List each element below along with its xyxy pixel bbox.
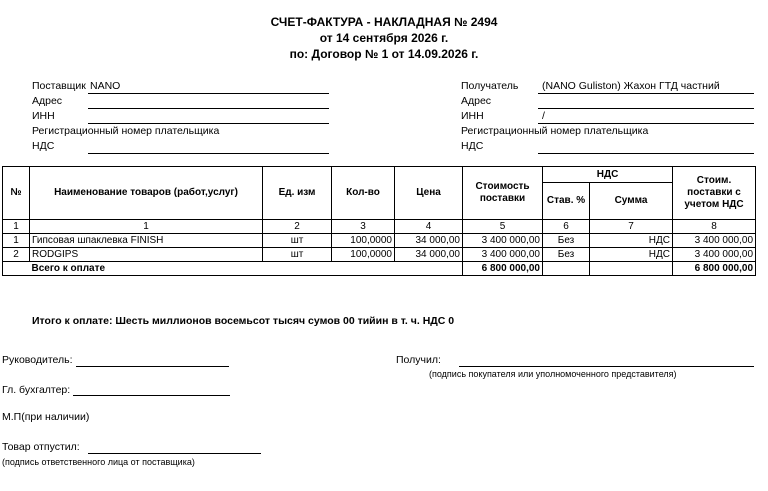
header-name: Наименование товаров (работ,услуг) [30,167,263,220]
invoice-title: СЧЕТ-ФАКТУРА - НАКЛАДНАЯ № 2494 [270,15,498,29]
invoice-contract: по: Договор № 1 от 14.09.2026 г. [289,47,479,61]
recipient-inn-value: / [542,110,545,122]
header-vat: НДС [543,167,673,183]
supplier-label: Поставщик [32,80,86,92]
supplier-address-label: Адрес [32,95,63,107]
amount-in-words: Итого к оплате: Шесть миллионов восемьсот тысяч сумов 00 тийин в т. ч. НДС 0 [32,315,455,327]
row-cost: 3 400 000,00 [463,248,543,262]
row-no: 1 [3,234,30,248]
received-label: Получил: [396,354,441,366]
column-number-row [3,220,756,234]
row-name: Гипсовая шпаклевка FINISH [30,234,263,248]
released-caption: (подпись ответственного лица от поставщика) [2,457,195,467]
invoice-date: от 14 сентября 2026 г. [319,31,449,45]
table-header-row [3,167,756,183]
supplier-underline [88,93,329,94]
received-caption: (подпись покупателя или уполномоченного представителя) [429,369,677,379]
row-vat-rate: Без [543,248,590,262]
row-price: 34 000,00 [395,234,463,248]
stamp-label: М.П(при наличии) [2,411,90,423]
header-vat-rate: Став. % [543,183,590,220]
row-qty: 100,0000 [332,234,395,248]
recipient-label: Получатель [461,80,519,92]
row-total: 3 400 000,00 [673,234,756,248]
supplier-inn-underline [88,123,329,124]
recipient-address-label: Адрес [461,95,492,107]
header-vat-sum: Сумма [590,183,673,220]
recipient-vat-label: НДС [461,140,484,152]
col-number: 1 [3,220,30,234]
supplier-vat-label: НДС [32,140,55,152]
accountant-signature-line [73,395,230,396]
total-label: Всего к оплате [30,262,463,276]
header-price: Цена [395,167,463,220]
header-unit: Ед. изм [263,167,332,220]
row-vat-sum: НДС [590,248,673,262]
col-number: 4 [395,220,463,234]
header-no: № [3,167,30,220]
row-unit: шт [263,234,332,248]
recipient-reg-label: Регистрационный номер плательщика [461,125,649,137]
col-number: 3 [332,220,395,234]
recipient-address-underline [538,108,754,109]
released-label: Товар отпустил: [2,441,80,453]
items-table [2,166,756,276]
col-number: 1 [30,220,263,234]
row-vat-sum: НДС [590,234,673,248]
total-spacer [3,262,30,276]
recipient-inn-underline [538,123,754,124]
accountant-label: Гл. бухгалтер: [2,384,71,396]
col-number: 6 [543,220,590,234]
row-vat-rate: Без [543,234,590,248]
director-label: Руководитель: [2,354,73,366]
col-number: 2 [263,220,332,234]
recipient-underline [538,93,754,94]
supplier-address-underline [88,108,329,109]
supplier-inn-label: ИНН [32,110,55,122]
table-row [3,248,756,262]
row-qty: 100,0000 [332,248,395,262]
supplier-vat-underline [88,153,329,154]
released-signature-line [88,453,261,454]
row-total: 3 400 000,00 [673,248,756,262]
row-name: RODGIPS [30,248,263,262]
recipient-value: (NANO Guliston) Жахон ГТД частний [542,80,720,92]
total-vat-sum [590,262,673,276]
total-with-vat: 6 800 000,00 [673,262,756,276]
received-signature-line [459,366,754,367]
row-unit: шт [263,248,332,262]
col-number: 5 [463,220,543,234]
recipient-inn-label: ИНН [461,110,484,122]
col-number: 8 [673,220,756,234]
header-total: Стоим. поставки с учетом НДС [673,167,756,220]
director-signature-line [76,366,229,367]
row-cost: 3 400 000,00 [463,234,543,248]
header-qty: Кол-во [332,167,395,220]
table-total-row [3,262,756,276]
supplier-reg-label: Регистрационный номер плательщика [32,125,220,137]
row-no: 2 [3,248,30,262]
header-cost: Стоимость поставки [463,167,543,220]
recipient-vat-underline [538,153,754,154]
table-row [3,234,756,248]
total-cost: 6 800 000,00 [463,262,543,276]
supplier-value: NANO [90,80,121,92]
row-price: 34 000,00 [395,248,463,262]
col-number: 7 [590,220,673,234]
total-vat-rate [543,262,590,276]
